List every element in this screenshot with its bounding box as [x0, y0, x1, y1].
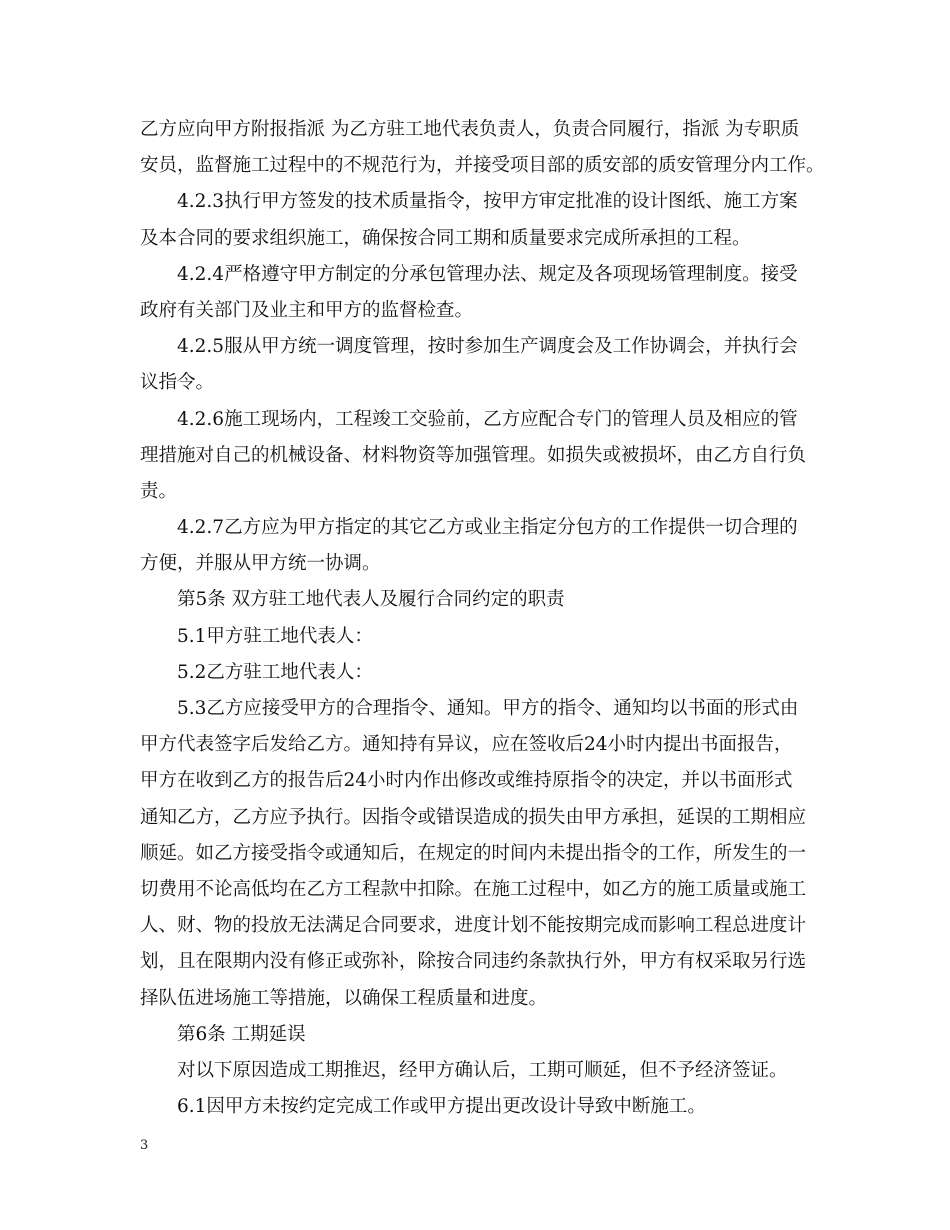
paragraph: [140, 1089, 820, 1125]
text-line: 4.2.5服从甲方统一调度管理，按时参加生产调度会及工作协调会，并执行会: [177, 336, 798, 358]
text-line: 5.3乙方应接受甲方的合理指令、通知。甲方的指令、通知均以书面的形式由: [177, 698, 799, 719]
text-line: 甲方代表签字后发给乙方。通知持有异议，应在签收后24小时内提出书面报告，: [140, 734, 793, 756]
paragraph: [140, 1017, 820, 1053]
paragraph: [140, 582, 820, 618]
text-line: 责。: [140, 480, 178, 502]
paragraph: [140, 257, 820, 329]
text-line: 乙方应向甲方附报指派 为乙方驻工地代表负责人，负责合同履行，指派 为专职质: [140, 119, 800, 140]
text-line: 理措施对自己的机械设备、材料物资等加强管理。如损失或被损坏，由乙方自行负: [140, 444, 807, 466]
page-number: 3: [140, 1138, 149, 1153]
text-line: 对以下原因造成工期推迟，经甲方确认后，工期可顺延，但不予经济签证。: [177, 1059, 788, 1081]
text-line: 6.1因甲方未按约定完成工作或甲方提出更改设计导致中断施工。: [177, 1096, 706, 1118]
document-body: [140, 112, 825, 1125]
paragraph: [140, 619, 820, 655]
text-line: 划，且在限期内没有修正或弥补，除按合同违约条款执行外，甲方有权采取另行选: [140, 951, 807, 973]
paragraph: [140, 1053, 820, 1089]
text-line: 政府有关部门及业主和甲方的监督检查。: [140, 299, 474, 321]
text-line: 第6条 工期延误: [177, 1023, 306, 1045]
text-line: 4.2.7乙方应为甲方指定的其它乙方或业主指定分包方的工作提供一切合理的: [177, 517, 798, 539]
paragraph: [140, 655, 820, 691]
text-line: 5.1甲方驻工地代表人：: [177, 625, 373, 647]
text-line: 方便，并服从甲方统一协调。: [140, 553, 381, 575]
paragraph: [140, 184, 820, 256]
text-line: 切费用不论高低均在乙方工程款中扣除。在施工过程中，如乙方的施工质量或施工: [140, 878, 807, 900]
text-line: 及本合同的要求组织施工，确保按合同工期和质量要求完成所承担的工程。: [140, 227, 751, 249]
text-line: 5.2乙方驻工地代表人：: [177, 661, 373, 683]
text-line: 人、财、物的投放无法满足合同要求，进度计划不能按期完成而影响工程总进度计: [140, 915, 807, 937]
text-line: 甲方在收到乙方的报告后24小时内作出修改或维持原指令的决定，并以书面形式: [140, 770, 793, 792]
text-line: 择队伍进场施工等措施，以确保工程质量和进度。: [140, 987, 548, 1009]
text-line: 议指令。: [140, 372, 215, 394]
text-line: 第5条 双方驻工地代表人及履行合同约定的职责: [177, 589, 565, 611]
paragraph: [140, 329, 820, 401]
text-line: 4.2.4严格遵守甲方制定的分承包管理办法、规定及各项现场管理制度。接受: [177, 263, 798, 285]
paragraph: [140, 691, 820, 1017]
paragraph: [140, 112, 825, 184]
text-line: 4.2.6施工现场内，工程竣工交验前，乙方应配合专门的管理人员及相应的管: [177, 408, 798, 430]
paragraph: [140, 510, 820, 582]
text-line: 顺延。如乙方接受指令或通知后，在规定的时间内未提出指令的工作，所发生的一: [140, 842, 807, 864]
text-line: 安员，监督施工过程中的不规范行为，并接受项目部的质安部的质安管理分内工作。: [140, 155, 825, 177]
text-line: 通知乙方，乙方应予执行。因指令或错误造成的损失由甲方承担，延误的工期相应: [140, 806, 807, 828]
text-line: 4.2.3执行甲方签发的技术质量指令，按甲方审定批准的设计图纸、施工方案: [177, 191, 798, 213]
paragraph: [140, 402, 820, 511]
